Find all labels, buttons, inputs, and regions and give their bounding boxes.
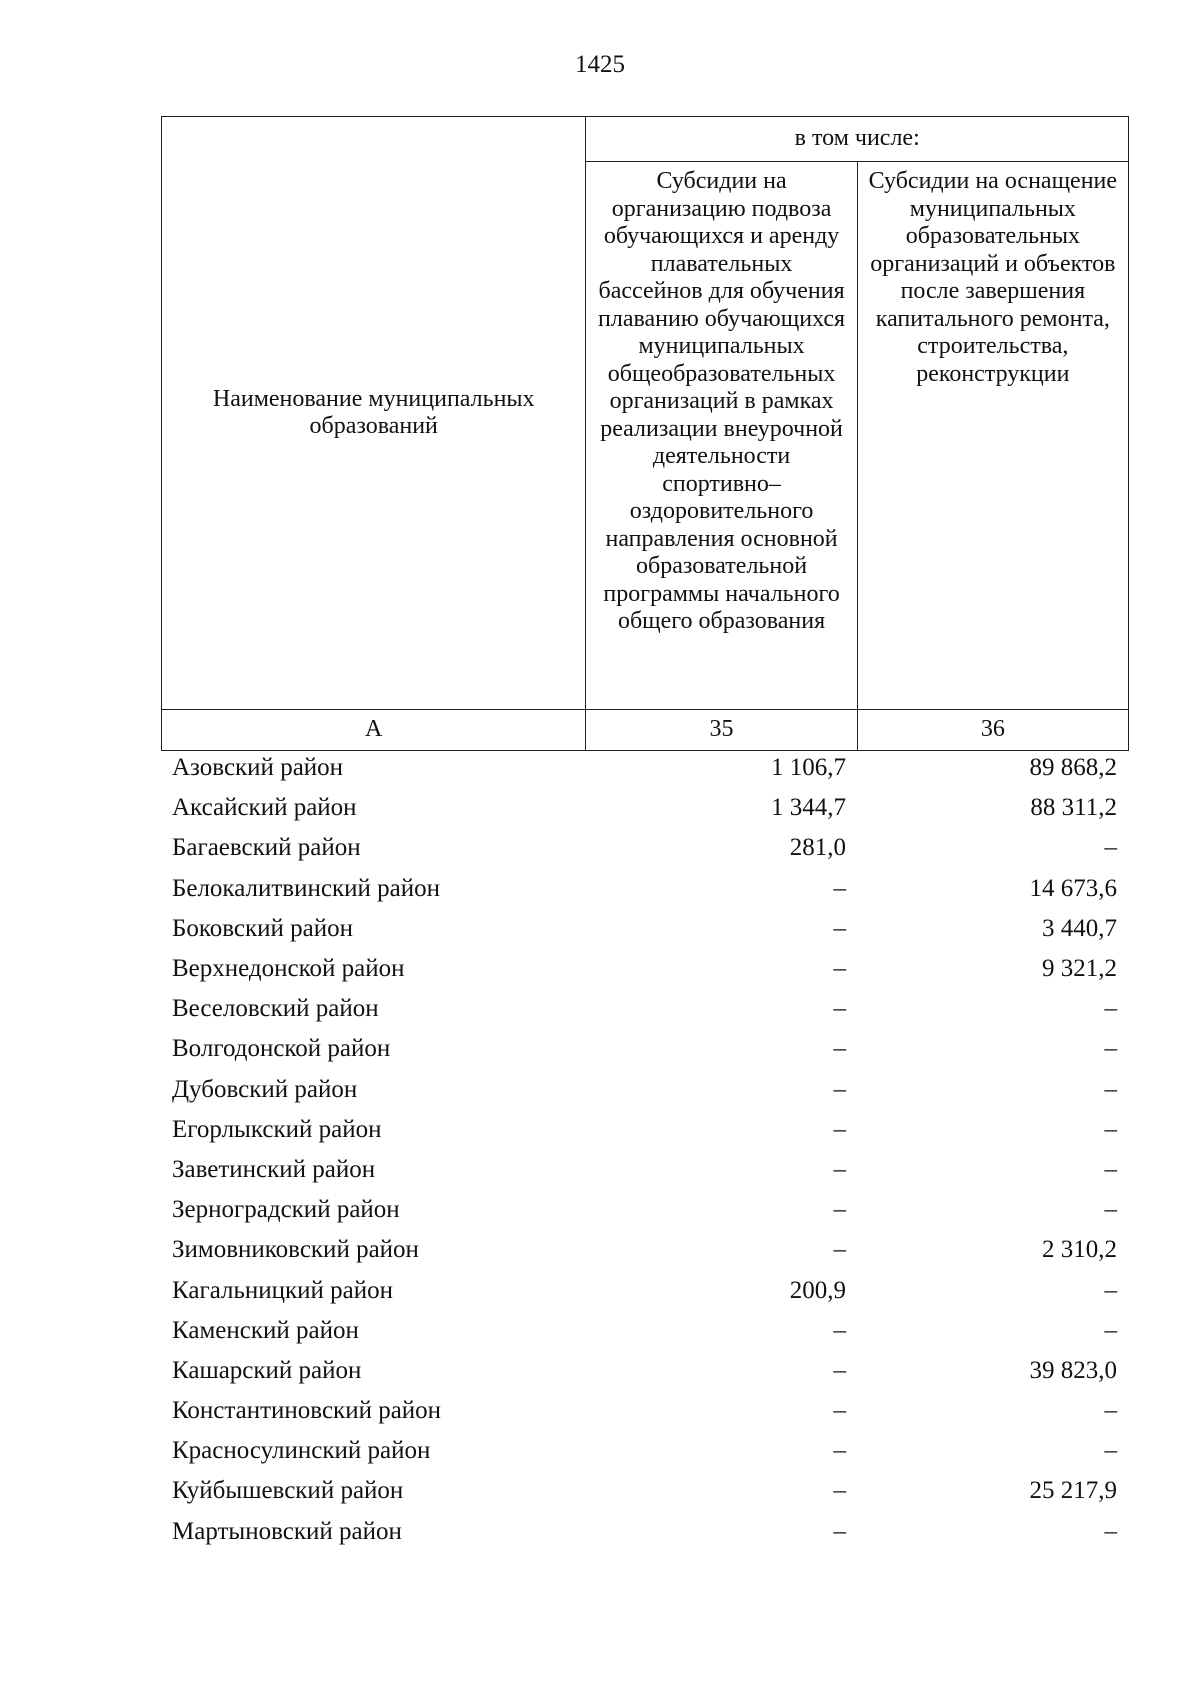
- column-35-header: Субсидии на организацию подвоза обучающихся и аренду плавательных бассейнов для обучения плаванию обучающихся муниципальных общеобразовательных организаций в рамках реализации внеурочной деятельности спортивно–оздоровительного направления основной образовательной программы начального общего образования: [586, 162, 857, 710]
- value-col-36: –: [1104, 1276, 1117, 1304]
- value-col-35: –: [833, 1236, 846, 1264]
- municipality-name: Заветинский район: [172, 1155, 376, 1183]
- municipality-name: Кашарский район: [172, 1356, 362, 1384]
- municipality-name: Азовский район: [172, 754, 344, 782]
- table-row: [161, 1230, 1129, 1270]
- value-col-35: 200,9: [789, 1276, 846, 1304]
- value-col-36: –: [1104, 1397, 1117, 1425]
- table-row: [161, 869, 1129, 909]
- municipality-name: Аксайский район: [172, 794, 357, 822]
- table-row: [161, 1070, 1129, 1110]
- column-number-name: А: [162, 710, 586, 751]
- value-col-35: 281,0: [789, 834, 846, 862]
- value-col-35: 1 344,7: [771, 794, 846, 822]
- table-row: [161, 909, 1129, 949]
- table-row: [161, 1311, 1129, 1351]
- municipality-name: Волгодонской район: [172, 1035, 391, 1063]
- value-col-35: 1 106,7: [771, 754, 846, 782]
- municipality-name: Белокалитвинский район: [172, 874, 440, 902]
- municipality-name: Зерноградский район: [172, 1196, 400, 1224]
- value-col-35: –: [833, 1356, 846, 1384]
- value-col-35: –: [833, 995, 846, 1023]
- value-col-36: 25 217,9: [1029, 1477, 1117, 1505]
- municipality-name: Боковский район: [172, 914, 353, 942]
- value-col-36: 89 868,2: [1029, 754, 1117, 782]
- table-row: [161, 788, 1129, 828]
- value-col-35: –: [833, 1035, 846, 1063]
- column-number-35: 35: [586, 710, 857, 751]
- municipality-name: Мартыновский район: [172, 1517, 402, 1545]
- value-col-36: –: [1104, 1316, 1117, 1344]
- table-header: [161, 116, 1129, 751]
- table-row: [161, 748, 1129, 788]
- value-col-36: –: [1104, 1115, 1117, 1143]
- table-row: [161, 1110, 1129, 1150]
- value-col-35: –: [833, 1397, 846, 1425]
- municipality-name: Каменский район: [172, 1316, 359, 1344]
- municipality-name: Зимовниковский район: [172, 1236, 419, 1264]
- value-col-36: –: [1104, 1196, 1117, 1224]
- value-col-35: –: [833, 1155, 846, 1183]
- municipality-name: Константиновский район: [172, 1397, 442, 1425]
- value-col-36: –: [1104, 834, 1117, 862]
- municipality-name: Багаевский район: [172, 834, 361, 862]
- municipality-name: Егорлыкский район: [172, 1115, 382, 1143]
- value-col-35: –: [833, 1517, 846, 1545]
- municipality-name: Куйбышевский район: [172, 1477, 404, 1505]
- value-col-35: –: [833, 874, 846, 902]
- value-col-35: –: [833, 955, 846, 983]
- value-col-36: 39 823,0: [1029, 1356, 1117, 1384]
- table-row: [161, 1270, 1129, 1310]
- value-col-36: –: [1104, 1517, 1117, 1545]
- table-row: [161, 1431, 1129, 1471]
- table-row: [161, 949, 1129, 989]
- value-col-36: 14 673,6: [1029, 874, 1117, 902]
- value-col-36: –: [1104, 995, 1117, 1023]
- value-col-36: 88 311,2: [1030, 794, 1117, 822]
- value-col-36: –: [1104, 1155, 1117, 1183]
- table-row: [161, 1471, 1129, 1511]
- value-col-36: 2 310,2: [1042, 1236, 1117, 1264]
- table-row: [161, 1150, 1129, 1190]
- value-col-36: –: [1104, 1437, 1117, 1465]
- page-number: 1425: [575, 51, 625, 78]
- table-row: [161, 989, 1129, 1029]
- table-row: [161, 1190, 1129, 1230]
- column-number-36: 36: [857, 710, 1128, 751]
- column-36-header: Субсидии на оснащение муниципальных образовательных организаций и объектов после завершения капитального ремонта, строительства, реконструкции: [857, 162, 1128, 710]
- municipality-name: Красносулинский район: [172, 1437, 431, 1465]
- value-col-35: –: [833, 1316, 846, 1344]
- value-col-36: 9 321,2: [1042, 955, 1117, 983]
- table-row: [161, 1512, 1129, 1552]
- table-row: [161, 1029, 1129, 1069]
- municipality-name: Верхнедонской район: [172, 955, 405, 983]
- municipality-name: Кагальницкий район: [172, 1276, 394, 1304]
- table-row: [161, 1391, 1129, 1431]
- value-col-35: –: [833, 1075, 846, 1103]
- value-col-35: –: [833, 1437, 846, 1465]
- value-col-35: –: [833, 1477, 846, 1505]
- value-col-36: –: [1104, 1035, 1117, 1063]
- value-col-35: –: [833, 1196, 846, 1224]
- value-col-35: –: [833, 914, 846, 942]
- municipality-name: Дубовский район: [172, 1075, 358, 1103]
- table-row: [161, 828, 1129, 868]
- group-header: в том числе:: [586, 117, 1129, 162]
- table-body: [161, 748, 1129, 1552]
- municipality-name: Веселовский район: [172, 995, 379, 1023]
- name-column-header: Наименование муниципальных образований: [162, 117, 586, 710]
- value-col-35: –: [833, 1115, 846, 1143]
- table-row: [161, 1351, 1129, 1391]
- value-col-36: –: [1104, 1075, 1117, 1103]
- value-col-36: 3 440,7: [1042, 914, 1117, 942]
